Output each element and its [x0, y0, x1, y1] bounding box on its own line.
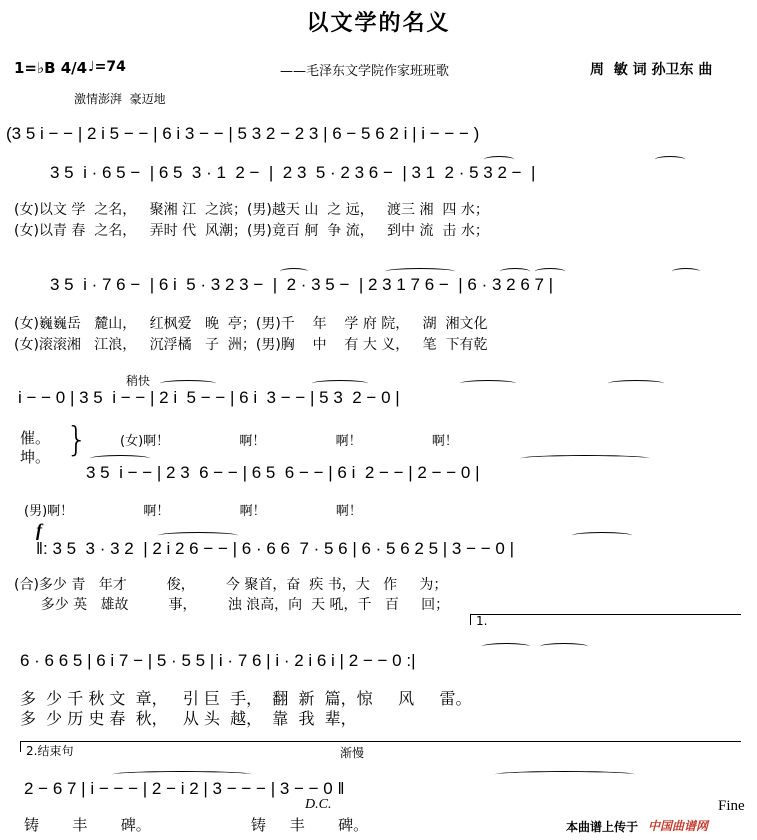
volta-bracket-1 — [470, 614, 741, 625]
line7-lyrics-verse2: 多少 英 雄故 事， 浊 浪高，向 天 吼，千 百 回； — [14, 597, 450, 613]
line8-lyrics-verse1: 多 少 千 秋 文 章， 引 巨 手， 翻 新 篇，惊 风 雷。 — [20, 689, 472, 708]
line3-lyrics-verse1: (女)巍巍岳 麓山， 红枫爱 晚 亭；(男)千 年 学 府 院， 湖 湘文化 — [14, 316, 488, 332]
slur — [535, 268, 565, 275]
line7-notes: ‖: 3 5 3 · 3 2 | 2 i 2 6 − − | 6 · 6 6 7 · 5 6 | 6 · 5 6 2 5 | 3 − − 0 | — [36, 539, 514, 558]
tie — [520, 455, 650, 462]
line2-lyrics-verse1: (女)以文 学 之名， 聚湘 江 之滨；(男)越天 山 之 远， 渡三 湘 四 水； — [14, 202, 489, 218]
expression-mark: 激情澎湃 豪迈地 — [74, 92, 166, 106]
brace: } — [66, 420, 88, 460]
line9-lyrics: 铸 丰 碑。 铸 丰 碑。 — [24, 816, 369, 834]
tie — [495, 771, 635, 778]
slur — [482, 643, 530, 650]
key-signature: 1=♭B 4/4 — [14, 59, 88, 77]
line7-lyrics-verse1: (合)多少 青 年才 俊， 今 聚首，奋 疾 书，大 作 为； — [14, 577, 448, 593]
line2-lyrics-verse2: (女)以青 春 之名， 弄时 代 风潮；(男)竟百 舸 争 流， 到中 流 击 水； — [14, 223, 489, 239]
tie — [90, 455, 150, 462]
tie — [112, 771, 252, 778]
line5-notes: 3 5 i − − | 2 3 6 − − | 6 5 6 − − | 6 i 2 − − | 2 − − 0 | — [86, 463, 480, 482]
dc-mark: D.C. — [305, 797, 332, 812]
tie — [160, 380, 216, 387]
line3-notes: 3 5 i · 7 6 − | 6 i 5 · 3 2 3 − | 2 · 3 5 − | 2 3 1 7 6 − | 6 · 3 2 6 7 | — [50, 275, 554, 294]
tie — [608, 380, 664, 387]
site-logo[interactable]: 中国曲谱网 — [648, 819, 709, 833]
tempo-mark-ritardando: 渐慢 — [340, 746, 365, 760]
line3-lyrics-verse2: (女)滚滚湘 江浪， 沉浮橘 子 洲；(男)胸 中 有 大 义， 笔 下有乾 — [14, 337, 488, 353]
male-voice-line: (男)啊！ 啊！ 啊！ 啊！ — [24, 504, 362, 519]
line4-lyrics-verse1: 催。 — [20, 429, 51, 447]
subtitle: ——毛泽东文学院作家班班歌 — [280, 64, 450, 79]
tempo-change-mark: 稍快 — [126, 374, 151, 388]
line2-notes: 3 5 i · 6 5 − | 6 5 3 · 1 2 − | 2 3 5 · 2 3 6 − | 3 1 2 · 5 3 2 − | — [50, 163, 536, 182]
slur — [572, 532, 632, 539]
line8-lyrics-verse2: 多 少 历 史 春 秋， 从 头 越， 靠 我 辈， — [20, 709, 357, 728]
line4-lyrics-verse2: 坤。 — [20, 448, 51, 466]
tie — [312, 380, 368, 387]
slur — [280, 268, 308, 275]
tempo-marking: ♩=74 — [88, 59, 126, 75]
footer-text: 本曲谱上传于 — [566, 820, 639, 834]
slur — [500, 268, 530, 275]
volta-label-1: 1. — [476, 614, 488, 628]
slur — [484, 156, 514, 163]
fine-mark: Fine — [718, 798, 745, 814]
credits: 周 敏 词 孙卫东 曲 — [590, 62, 713, 78]
tie — [158, 532, 238, 539]
slur — [540, 643, 588, 650]
line8-notes: 6 · 6 6 5 | 6 i 7 − | 5 · 5 5 | i · 7 6 | i · 2 i 6 i | 2 − − 0 :| — [20, 651, 416, 670]
volta-label-2: 2.结束句 — [26, 744, 74, 758]
slur — [655, 156, 685, 163]
line4-notes: i − − 0 | 3 5 i − − | 2 i 5 − − | 6 i 3 − − | 5 3 2 − 0 | — [18, 388, 400, 407]
song-title: 以文学的名义 — [306, 11, 451, 36]
tie — [460, 380, 516, 387]
female-voice-line: (女)啊！ 啊！ 啊！ 啊！ — [120, 434, 458, 449]
tie — [385, 268, 455, 275]
volta-bracket-2 — [20, 741, 741, 752]
slur — [672, 268, 700, 275]
line9-notes: 2 − 6 7 | i − − − | 2 − i 2 | 3 − − − | 3 − − 0 ‖ — [24, 779, 345, 798]
dynamic-forte: f — [36, 520, 42, 540]
intro-line-notes: (3 5 i − − | 2 i 5 − − | 6 i 3 − − | 5 3 2 − 2 3 | 6 − 5 6 2 i | i − − − ) — [6, 124, 480, 143]
